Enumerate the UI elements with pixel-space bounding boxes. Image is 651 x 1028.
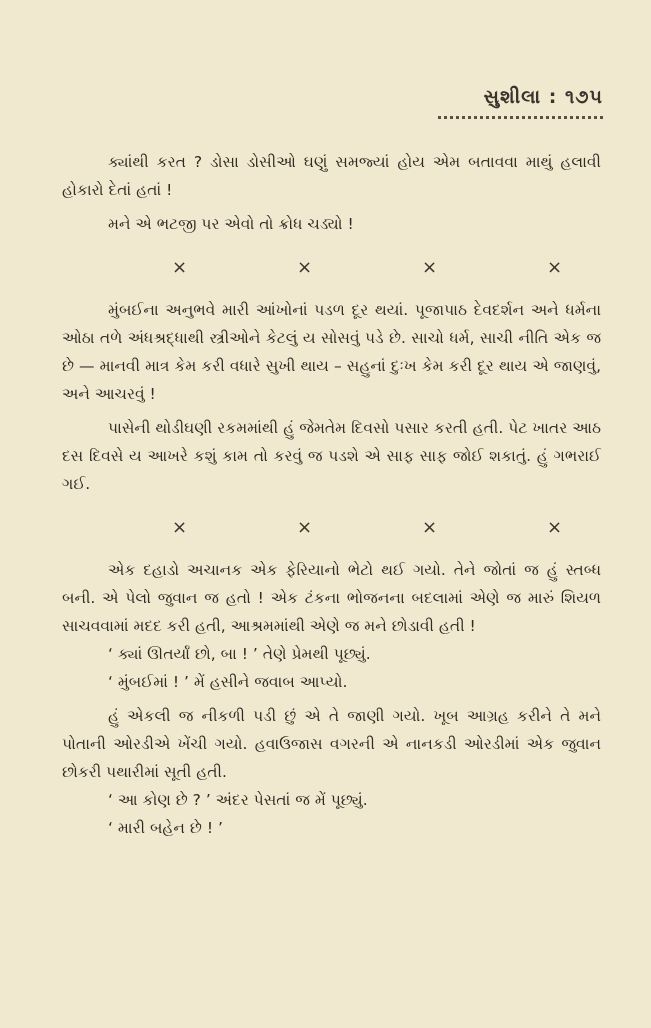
running-title: સુશીલા : ૧૭૫ [483, 86, 603, 108]
section-separator [62, 254, 601, 282]
separator-mark: × [297, 517, 313, 538]
separator-mark: × [547, 517, 563, 538]
separator-mark: × [172, 257, 188, 278]
dialogue-line: ‘ આ કોણ છે ? ’ અંદર પેસતાં જ મેં પૂછ્યું. [108, 791, 368, 809]
dialogue-line: ‘ મારી બહેન છે ! ’ [108, 819, 223, 837]
separator-mark: × [422, 517, 438, 538]
paragraph: એક દહાડો અચાનક એક ફેરિયાનો ભેટો થઈ ગયો. તેને જોતાં જ હું સ્તબ્ધ બની. એ પેલો જુવાન જ હતો ! એક ટંકના ભોજનના બદલામાં એણે જ મારું શિયળ સાચવવામાં મદદ કરી હતી, આશ્રમમાંથી એણે જ મને છોડાવી હતી ! [62, 561, 601, 635]
dialogue-line: ‘ મુંબઈમાં ! ’ મેં હસીને જવાબ આપ્યો. [108, 673, 348, 691]
page-header [438, 86, 603, 119]
paragraph: મને એ ભટજી પર એવો તો ક્રોધ ચડ્યો ! [108, 215, 354, 233]
dialogue-line: ‘ ક્યાં ઊતર્યાં છો, બા ! ’ તેણે પ્રેમથી પૂછ્યું. [108, 645, 371, 663]
separator-mark: × [172, 517, 188, 538]
separator-mark: × [547, 257, 563, 278]
dotted-rule [438, 116, 603, 119]
separator-mark: × [422, 257, 438, 278]
section-separator [62, 514, 601, 542]
separator-mark: × [297, 257, 313, 278]
paragraph: મુંબઈના અનુભવે મારી આંખોનાં પડળ દૂર થયાં. પૂજાપાઠ દેવદર્શન અને ધર્મના ઓઠા તળે અંધશ્રદ્ધાથી સ્ત્રીઓને કેટલું ય સોસવું પડે છે. સાચો ધર્મ, સાચી નીતિ એક જ છે — માનવી માત્ર કેમ કરી વધારે સુખી થાય – સહુનાં દુઃખ કેમ કરી દૂર થાય એ જાણવું, અને આચરવું ! [62, 301, 601, 403]
page-body [62, 148, 601, 842]
paragraph: પાસેની થોડીઘણી રકમમાંથી હું જેમતેમ દિવસો પસાર કરતી હતી. પેટ ખાતર આઠ દસ દિવસે ય આખરે કશું કામ તો કરવું જ પડશે એ સાફ સાફ જોઈ શકાતું. હું ગભરાઈ ગઈ. [62, 419, 601, 493]
paragraph: હું એકલી જ નીકળી પડી છું એ તે જાણી ગયો. ખૂબ આગ્રહ કરીને તે મને પોતાની ઓરડીએ ખેંચી ગયો. હવાઉજાસ વગરની એ નાનકડી ઓરડીમાં એક જુવાન છોકરી પથારીમાં સૂતી હતી. [62, 707, 601, 781]
paragraph: ક્યાંથી કરત ? ડોસા ડોસીઓ ઘણું સમજ્યાં હોય એમ બતાવવા માથું હલાવી હોકારો દેતાં હતાં ! [62, 153, 601, 199]
